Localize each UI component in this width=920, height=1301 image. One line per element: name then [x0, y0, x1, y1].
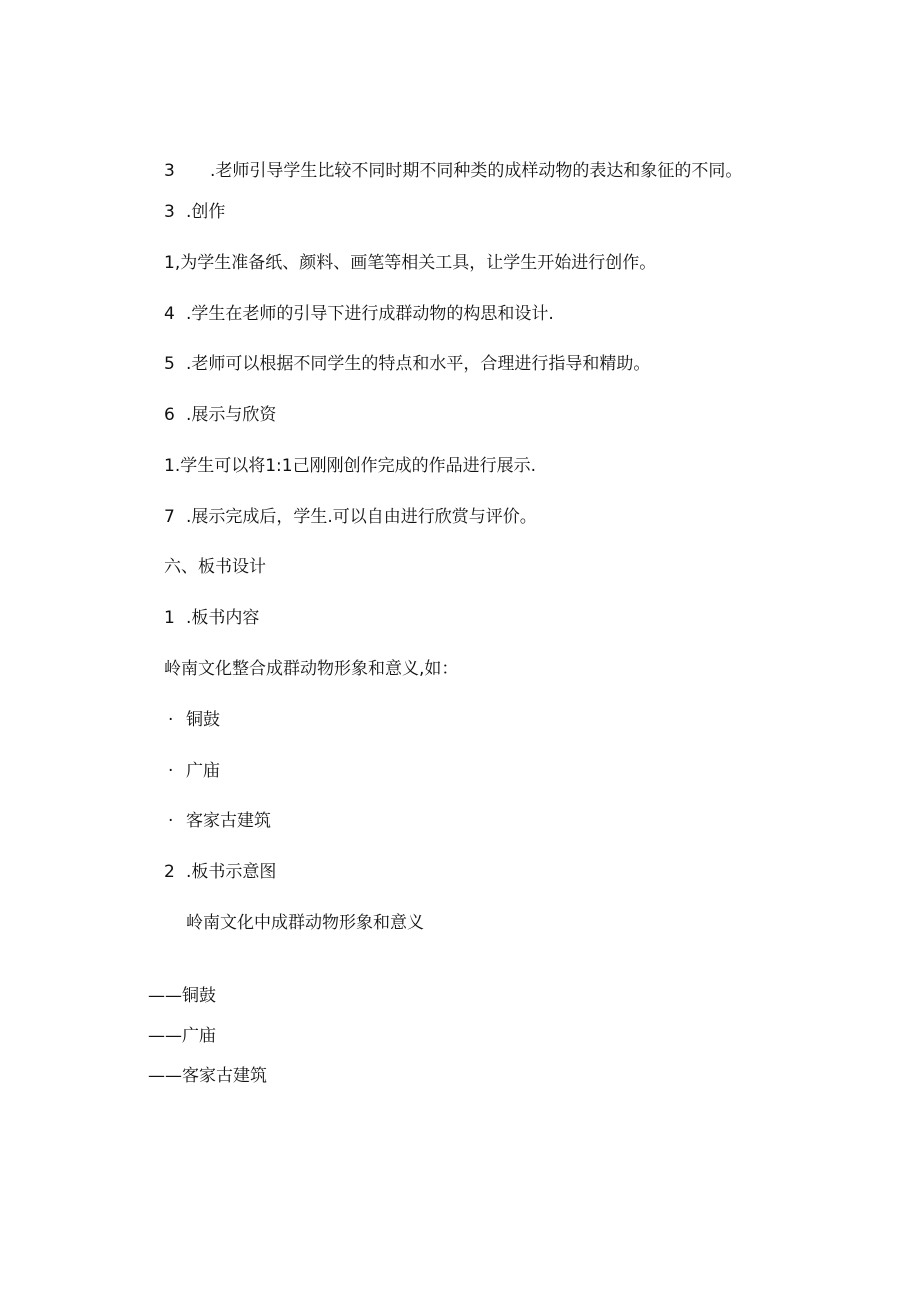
bullet-item — [168, 760, 220, 782]
board-content-intro — [164, 658, 458, 680]
diagram-branch — [148, 1025, 216, 1047]
item-text: 广庙 — [186, 761, 220, 781]
diagram-title — [186, 912, 424, 934]
item-text: 1,为学生准备纸、颜料、画笔等相关工具，让学生开始进行创作。 — [164, 253, 657, 273]
item-text: 铜鼓 — [186, 710, 220, 730]
item-number: 2 — [164, 862, 175, 882]
step-7-appreciate — [164, 506, 537, 528]
bullet-dot: · — [168, 710, 174, 730]
section-3-create — [164, 201, 225, 223]
item-text: .展示与欣资 — [186, 405, 277, 425]
item-number: 6 — [164, 405, 175, 425]
subsection-2-board-diagram — [164, 861, 276, 883]
item-text: .老师引导学生比较不同时期不同种类的成样动物的表达和象征的不同。 — [210, 161, 743, 181]
item-text: .创作 — [186, 202, 226, 222]
step-4-design — [164, 303, 554, 325]
bullet-dot: · — [168, 811, 174, 831]
item-text: .学生在老师的引导下进行成群动物的构思和设计. — [186, 304, 554, 324]
item-text: .板书示意图 — [186, 862, 277, 882]
item-text: 1.学生可以将1:1己刚刚创作完成的作品进行展示. — [164, 456, 536, 476]
step-1-prepare — [164, 252, 656, 274]
subsection-1-board-content — [164, 607, 259, 629]
item-text: .板书内容 — [186, 608, 260, 628]
item-text: .老师可以根据不同学生的特点和水平，合理进行指导和精助。 — [186, 354, 651, 374]
heading-text: 六、板书设计 — [164, 557, 266, 577]
step-1-show — [164, 455, 536, 477]
step-5-guide — [164, 353, 650, 375]
section-6-display — [164, 404, 276, 426]
bullet-dot: · — [168, 761, 174, 781]
section-heading-board-design — [164, 556, 266, 578]
step-3-compare — [164, 160, 742, 182]
item-text: 岭南文化中成群动物形象和意义 — [186, 913, 424, 933]
item-number: 7 — [164, 507, 175, 527]
item-text: ——客家古建筑 — [148, 1066, 267, 1086]
bullet-item — [168, 709, 220, 731]
item-number: 3 — [164, 161, 175, 181]
item-text: 岭南文化整合成群动物形象和意义,如： — [164, 659, 459, 679]
item-text: ——广庙 — [148, 1026, 216, 1046]
item-number: 1 — [164, 608, 175, 628]
bullet-item — [168, 810, 271, 832]
item-text: 客家古建筑 — [186, 811, 271, 831]
diagram-branch — [148, 1065, 267, 1087]
item-number: 4 — [164, 304, 175, 324]
item-text: .展示完成后，学生.可以自由进行欣赏与评价。 — [186, 507, 537, 527]
item-number: 5 — [164, 354, 175, 374]
item-text: ——铜鼓 — [148, 986, 216, 1006]
item-number: 3 — [164, 202, 175, 222]
diagram-branch — [148, 985, 216, 1007]
